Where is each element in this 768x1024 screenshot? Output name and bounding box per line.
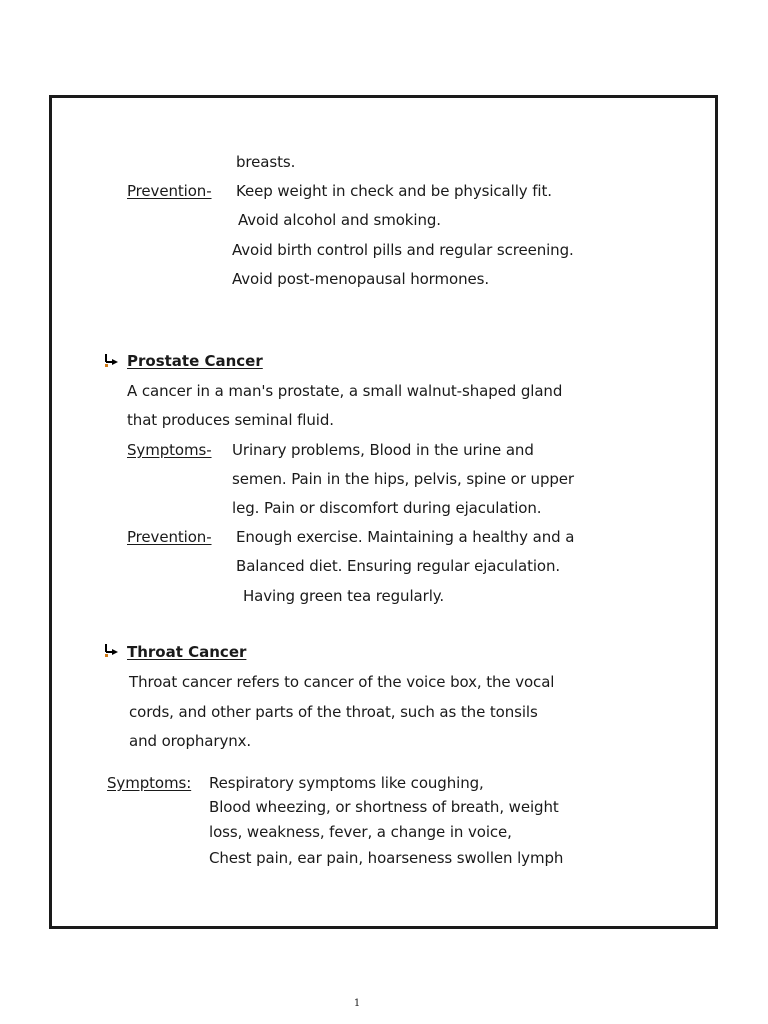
prostate-symptoms-line: semen. Pain in the hips, pelvis, spine or upper — [232, 470, 574, 488]
breast-prevention-line: Avoid post-menopausal hormones. — [232, 270, 489, 288]
prostate-symptoms-line: leg. Pain or discomfort during ejaculation. — [232, 499, 542, 517]
breast-continued-line: breasts. — [236, 153, 296, 171]
throat-symptoms-line: Blood wheezing, or shortness of breath, weight — [209, 798, 559, 816]
breast-prevention-line: Keep weight in check and be physically fit. — [236, 182, 552, 200]
prostate-description-line: A cancer in a man's prostate, a small walnut-shaped gland — [127, 382, 563, 400]
throat-symptoms-line: loss, weakness, fever, a change in voice, — [209, 823, 512, 841]
prostate-prevention-line: Having green tea regularly. — [243, 587, 445, 605]
prostate-description-line: that produces seminal fluid. — [127, 411, 334, 429]
throat-symptoms-line: Respiratory symptoms like coughing, — [209, 774, 484, 792]
breast-prevention-label: Prevention- — [127, 182, 212, 200]
throat-symptoms-label: Symptoms: — [107, 774, 192, 792]
prostate-prevention-line: Enough exercise. Maintaining a healthy and a — [236, 528, 575, 546]
down-arrow-bullet-icon — [104, 642, 120, 660]
prostate-prevention-label: Prevention- — [127, 528, 212, 546]
throat-description-line: and oropharynx. — [129, 732, 252, 750]
prostate-prevention-line: Balanced diet. Ensuring regular ejaculation. — [236, 557, 561, 575]
breast-prevention-line: Avoid birth control pills and regular screening. — [232, 241, 574, 259]
down-arrow-bullet-icon — [104, 352, 120, 370]
throat-description-line: Throat cancer refers to cancer of the voice box, the vocal — [129, 673, 555, 691]
breast-prevention-line: Avoid alcohol and smoking. — [238, 211, 441, 229]
prostate-symptoms-label: Symptoms- — [127, 441, 212, 459]
throat-description-line: cords, and other parts of the throat, such as the tonsils — [129, 703, 538, 721]
prostate-cancer-heading: Prostate Cancer — [127, 352, 263, 370]
throat-cancer-heading: Throat Cancer — [127, 643, 247, 661]
page-number: 1 — [353, 998, 361, 1009]
prostate-symptoms-line: Urinary problems, Blood in the urine and — [232, 441, 534, 459]
throat-symptoms-line: Chest pain, ear pain, hoarseness swollen lymph — [209, 849, 564, 867]
